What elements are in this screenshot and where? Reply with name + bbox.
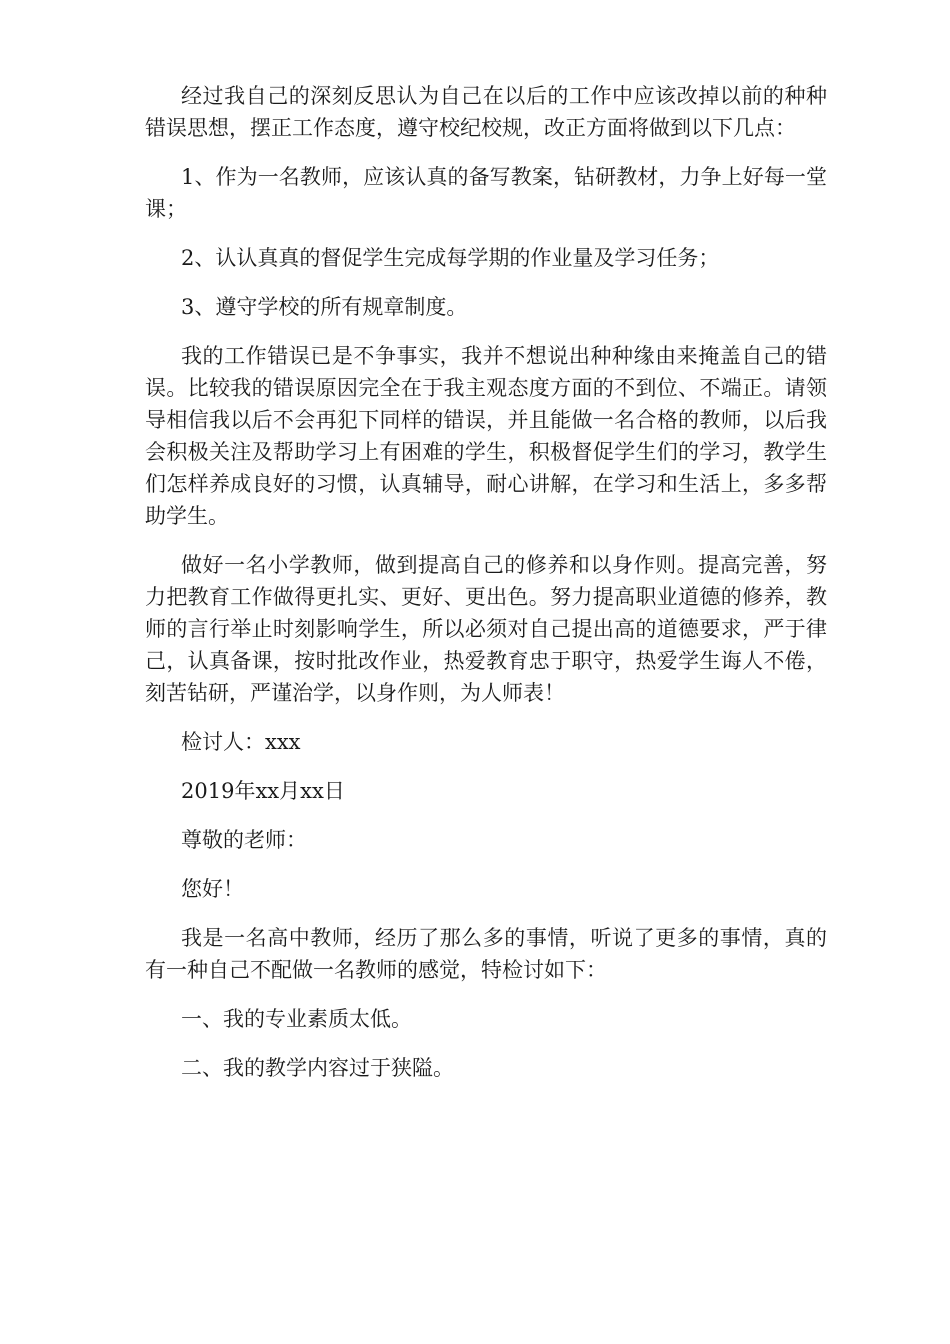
paragraph-self-review: 我是一名高中教师，经历了那么多的事情，听说了更多的事情，真的有一种自己不配做一名教师的感觉，特检讨如下： (145, 926, 827, 982)
paragraph-intro: 经过我自己的深刻反思认为自己在以后的工作中应该改掉以前的种种错误思想，摆正工作态度，遵守校纪校规，改正方面将做到以下几点： (145, 84, 827, 140)
greeting: 您好！ (181, 877, 244, 901)
date-line: 2019年xx月xx日 (181, 779, 345, 803)
salutation: 尊敬的老师： (181, 828, 307, 852)
paragraph-reflection: 我的工作错误已是不争事实，我并不想说出种种缘由来掩盖自己的错误。比较我的错误原因完全在于我主观态度方面的不到位、不端正。请领导相信我以后不会再犯下同样的错误，并且能做一名合格的教师，以后我会积极关注及帮助学习上有困难的学生，积极督促学生们的学习，教学生们怎样养成良好的习惯，认真辅导，耐心讲解，在学习和生活上，多多帮助学生。 (145, 344, 827, 528)
paragraph-item-1: 一、我的专业素质太低。 (181, 1007, 412, 1031)
signature-line: 检讨人：xxx (181, 730, 301, 754)
document-body (145, 80, 827, 1101)
paragraph-point-1: 1、作为一名教师，应该认真的备写教案，钻研教材，力争上好每一堂课； (145, 165, 827, 221)
paragraph-commitment: 做好一名小学教师，做到提高自己的修养和以身作则。提高完善，努力把教育工作做得更扎实、更好、更出色。努力提高职业道德的修养，教师的言行举止时刻影响学生，所以必须对自己提出高的道德要求，严于律己，认真备课，按时批改作业，热爱教育忠于职守，热爱学生诲人不倦，刻苦钻研，严谨治学，以身作则，为人师表！ (145, 553, 827, 705)
paragraph-point-2: 2、认认真真的督促学生完成每学期的作业量及学习任务； (181, 246, 720, 270)
paragraph-item-2: 二、我的教学内容过于狭隘。 (181, 1056, 454, 1080)
paragraph-point-3: 3、遵守学校的所有规章制度。 (181, 295, 468, 319)
